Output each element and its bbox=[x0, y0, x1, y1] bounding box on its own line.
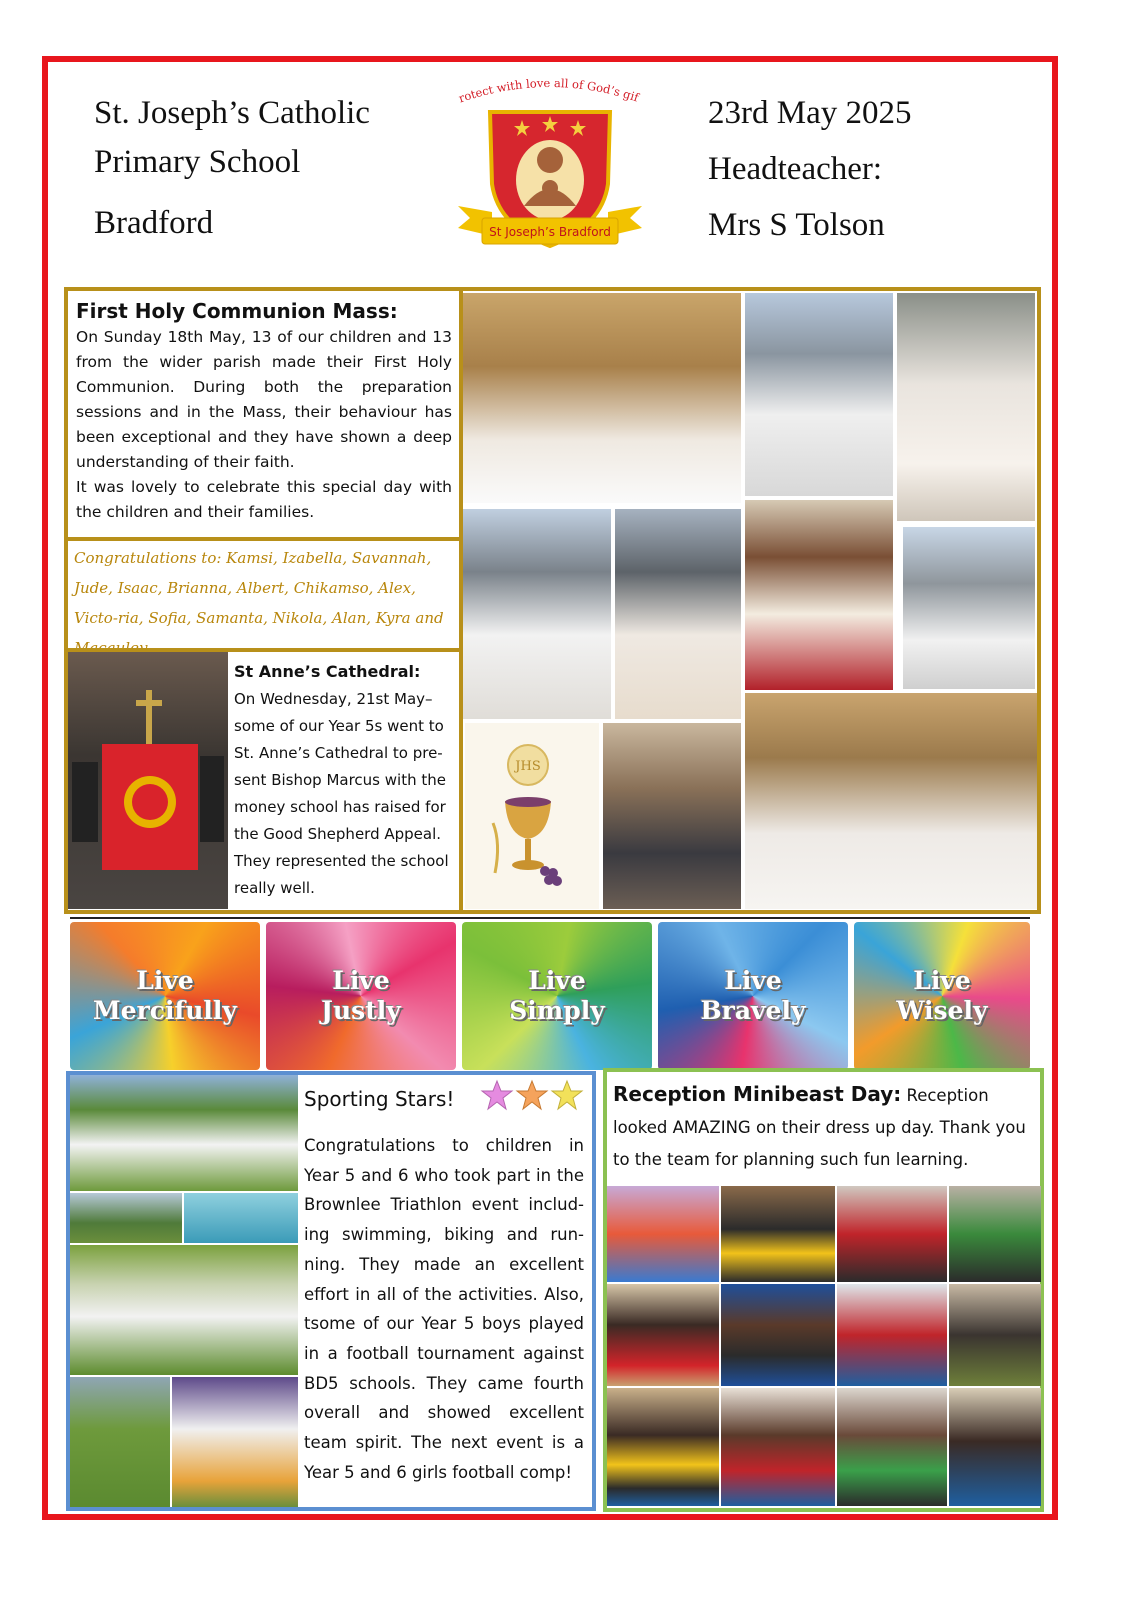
photo-cathedral-banner bbox=[68, 652, 228, 909]
svg-text:Protect with love all of God’s bbox=[452, 76, 641, 105]
value-live-2: Live bbox=[332, 966, 390, 995]
school-crest bbox=[452, 76, 648, 256]
photo-priest-certificate bbox=[745, 500, 893, 690]
value-live-1: Live bbox=[136, 966, 194, 995]
value-live-3: Live bbox=[528, 966, 586, 995]
photo-sports-team bbox=[70, 1075, 298, 1191]
photo-street-2 bbox=[615, 509, 741, 719]
school-name-line2: Primary School bbox=[94, 144, 301, 180]
star-icon-orange bbox=[517, 1081, 547, 1109]
photo-minibeast-3 bbox=[837, 1186, 947, 1282]
headteacher-label: Headteacher: bbox=[708, 151, 883, 187]
sports-text-box bbox=[302, 1077, 586, 1507]
photo-street-3 bbox=[903, 527, 1035, 689]
photo-sports-swimming bbox=[184, 1193, 298, 1243]
photo-sports-trees bbox=[70, 1193, 182, 1243]
reception-title: Reception Minibeast Day: bbox=[613, 1082, 902, 1106]
value-word-3: Simply bbox=[509, 996, 605, 1025]
value-tile-bravely bbox=[658, 922, 848, 1070]
photo-altar-group bbox=[745, 693, 1037, 909]
school-name-line1: St. Joseph’s Catholic bbox=[94, 95, 370, 131]
value-word-5: Wisely bbox=[896, 996, 988, 1025]
photo-minibeast-7 bbox=[837, 1284, 947, 1386]
cathedral-text-box bbox=[230, 658, 456, 908]
photo-minibeast-6 bbox=[721, 1284, 835, 1386]
value-tile-simply bbox=[462, 922, 652, 1070]
photo-minibeast-2 bbox=[721, 1186, 835, 1282]
newsletter-date: 23rd May 2025 bbox=[708, 95, 912, 131]
photo-minibeast-1 bbox=[607, 1186, 719, 1282]
value-word-1: Mercifully bbox=[93, 996, 237, 1025]
photo-church-group bbox=[463, 293, 741, 503]
photo-minibeast-9 bbox=[607, 1388, 719, 1506]
star-icon-yellow bbox=[552, 1081, 582, 1109]
value-word-4: Bravely bbox=[700, 996, 806, 1025]
photo-minibeast-11 bbox=[837, 1388, 947, 1506]
communion-paragraph-2: It was lovely to celebrate this special day with the children and their families. bbox=[76, 478, 452, 521]
photo-procession-1 bbox=[745, 293, 893, 496]
value-tile-justly bbox=[266, 922, 456, 1070]
value-tile-wisely bbox=[854, 922, 1030, 1070]
sports-title: Sporting Stars! bbox=[304, 1087, 455, 1111]
crest-banner: St Joseph’s Bradford bbox=[489, 225, 611, 239]
reception-body: Reception looked AMAZING on their dress up day. Thank you to the team for planning such fun learning. bbox=[613, 1086, 1026, 1169]
value-word-2: Justly bbox=[321, 996, 401, 1025]
crest-motto: rotect with love all of God’s gif bbox=[456, 76, 641, 106]
photo-minibeast-12 bbox=[949, 1388, 1041, 1506]
values-rule bbox=[70, 917, 1030, 919]
sports-body: Congratulations to children in Year 5 and 6 who took part in the Brownlee Triathlon event includ-ing swimming, biking and run-ning. They made an excellent effort in all of the activities. Also, tsome of our Year 5 boys played in a football tournament against BD5 schools. They came fourth overall and showed excellent team spirit. The next event is a Year 5 and 6 girls football comp! bbox=[304, 1136, 584, 1482]
cathedral-body: On Wednesday, 21st May– some of our Year 5s went to St. Anne’s Cathedral to pre-sent Bishop Marcus with the money school has raised for the Good Shepherd Appeal. They represented the school really well. bbox=[234, 690, 449, 897]
value-tile-mercifully bbox=[70, 922, 260, 1070]
photo-street-1 bbox=[463, 509, 611, 719]
photo-girl-veil bbox=[897, 293, 1035, 521]
photo-chalice-card bbox=[465, 723, 599, 909]
school-location: Bradford bbox=[94, 205, 214, 241]
communion-text-box bbox=[68, 291, 460, 537]
communion-divider bbox=[68, 537, 460, 541]
photo-sports-field bbox=[70, 1377, 170, 1507]
headteacher-name: Mrs S Tolson bbox=[708, 207, 885, 243]
photo-minibeast-10 bbox=[721, 1388, 835, 1506]
photo-minibeast-4 bbox=[949, 1186, 1041, 1282]
photo-sports-finish bbox=[172, 1377, 298, 1507]
star-icons bbox=[480, 1079, 584, 1113]
communion-title: First Holy Communion Mass: bbox=[76, 299, 398, 323]
value-live-5: Live bbox=[913, 966, 971, 995]
photo-minibeast-8 bbox=[949, 1284, 1041, 1386]
reception-text-box bbox=[609, 1078, 1037, 1182]
communion-paragraph-1: On Sunday 18th May, 13 of our children and 13 from the wider parish made their First Holy Communion. During both the preparation sessions and in the Mass, their behaviour has been exceptional and they have shown a deep understanding of their faith. bbox=[76, 328, 452, 471]
photo-sports-running bbox=[70, 1245, 298, 1375]
star-icon-pink bbox=[482, 1081, 512, 1109]
chalice-letters: JHS bbox=[515, 759, 541, 774]
value-live-4: Live bbox=[724, 966, 782, 995]
communion-congratulations: Congratulations to: Kamsi, Izabella, Savannah, Jude, Isaac, Brianna, Albert, Chikamso, Alex, Victo-ria, Sofia, Samanta, Nikola, Alan, Kyra and bbox=[74, 549, 444, 627]
cathedral-title: St Anne’s Cathedral: bbox=[234, 662, 421, 681]
photo-minibeast-5 bbox=[607, 1284, 719, 1386]
photo-church-aisle bbox=[603, 723, 741, 909]
